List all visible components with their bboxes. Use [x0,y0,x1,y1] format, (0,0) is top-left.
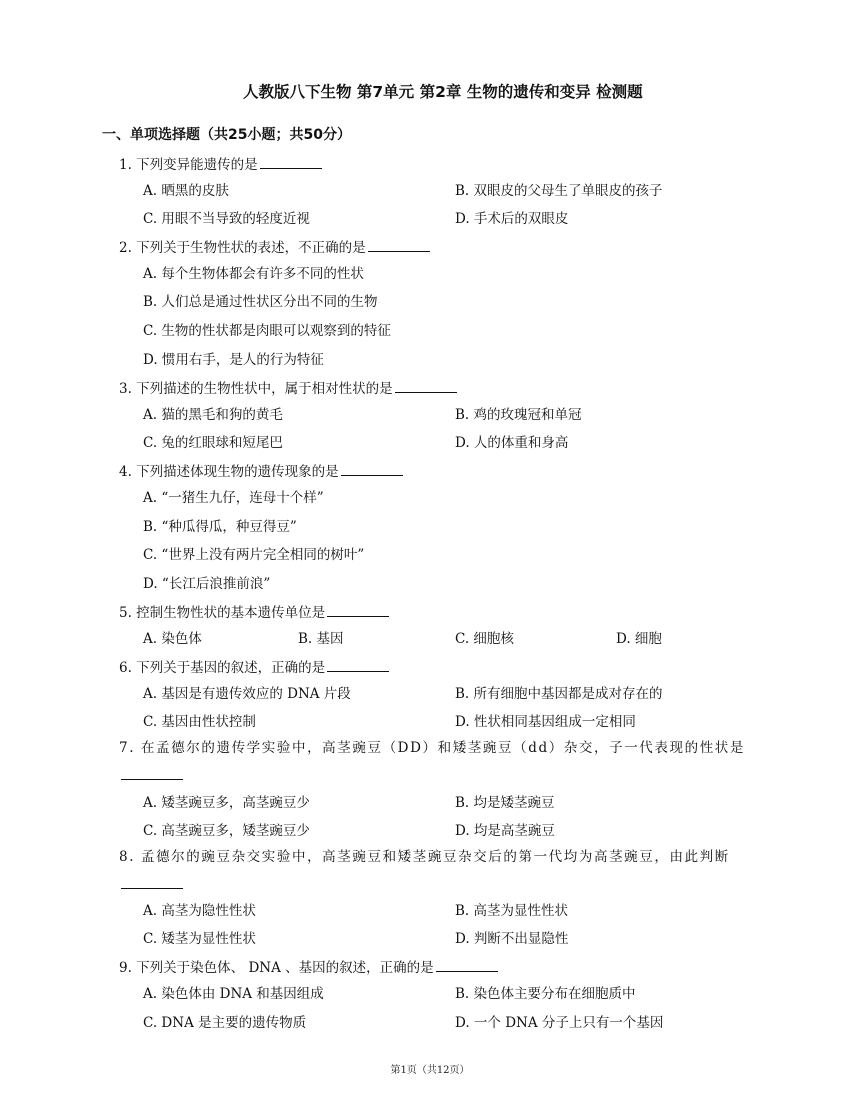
option: D. 判断不出显隐性 [455,931,569,947]
question-9-stem: 9. 下列关于染色体、 DNA 、基因的叙述，正确的是 [119,956,498,976]
question-7-stem: 7. 在孟德尔的遗传学实验中，高茎豌豆（DD）和矮茎豌豆（dd）杂交，子一代表现的性状是 [119,734,761,790]
option: A. 染色体由 DNA 和基因组成 [143,986,324,1002]
document-title: 人教版八下生物 第7单元 第2章 生物的遗传和变异 检测题 [243,83,643,101]
option: D. “长江后浪推前浪” [143,576,271,592]
option: C. 高茎豌豆多，矮茎豌豆少 [143,823,310,839]
option: B. “种瓜得瓜，种豆得豆” [143,519,297,535]
question-8-stem: 8. 孟德尔的豌豆杂交实验中，高茎豌豆和矮茎豌豆杂交后的第一代均为高茎豌豆，由此判断 [119,843,761,899]
option: A. 染色体 [143,631,202,647]
option: C. 兔的红眼球和短尾巴 [143,435,283,451]
option: B. 所有细胞中基因都是成对存在的 [455,686,663,702]
answer-blank [121,887,183,889]
question-2-stem: 2. 下列关于生物性状的表述，不正确的是 [119,236,430,256]
answer-blank [436,970,498,972]
option: D. 一个 DNA 分子上只有一个基因 [455,1015,664,1031]
answer-blank [260,167,322,169]
option: A. 晒黑的皮肤 [143,183,229,199]
option: B. 鸡的玫瑰冠和单冠 [455,407,582,423]
option: A. 高茎为隐性性状 [143,903,256,919]
section-heading: 一、单项选择题（共25小题；共50分） [102,127,351,143]
option: D. 手术后的双眼皮 [455,211,569,227]
option: D. 人的体重和身高 [455,435,569,451]
option: C. 生物的性状都是肉眼可以观察到的特征 [143,323,391,339]
answer-blank [341,474,403,476]
question-3-stem: 3. 下列描述的生物性状中，属于相对性状的是 [119,377,457,397]
option: B. 人们总是通过性状区分出不同的生物 [143,294,378,310]
option: C. “世界上没有两片完全相同的树叶” [143,547,365,563]
question-6-stem: 6. 下列关于基因的叙述，正确的是 [119,656,389,676]
option: D. 均是高茎豌豆 [455,823,555,839]
question-4-stem: 4. 下列描述体现生物的遗传现象的是 [119,460,403,480]
option: B. 双眼皮的父母生了单眼皮的孩子 [455,183,663,199]
answer-blank [327,615,389,617]
option: D. 惯用右手，是人的行为特征 [143,352,324,368]
answer-blank [368,250,430,252]
answer-blank [121,778,183,780]
option: C. 矮茎为显性性状 [143,931,256,947]
answer-blank [327,670,389,672]
question-1-stem: 1. 下列变异能遗传的是 [119,153,322,173]
option: B. 基因 [298,631,344,647]
option: C. 用眼不当导致的轻度近视 [143,211,310,227]
option: A. 基因是有遗传效应的 DNA 片段 [143,686,351,702]
option: A. 矮茎豌豆多，高茎豌豆少 [143,795,310,811]
page-footer: 第1页（共12页） [390,1065,470,1076]
option: C. 基因由性状控制 [143,714,256,730]
option: A. 猫的黑毛和狗的黄毛 [143,407,283,423]
option: C. 细胞核 [455,631,514,647]
answer-blank [395,391,457,393]
option: C. DNA 是主要的遗传物质 [143,1015,307,1031]
question-5-stem: 5. 控制生物性状的基本遗传单位是 [119,601,389,621]
option: D. 细胞 [616,631,662,647]
option: B. 染色体主要分布在细胞质中 [455,986,636,1002]
option: B. 均是矮茎豌豆 [455,795,555,811]
option: B. 高茎为显性性状 [455,903,569,919]
option: D. 性状相同基因组成一定相同 [455,714,636,730]
option: A. “一猪生九仔，连母十个样” [143,490,324,506]
option: A. 每个生物体都会有许多不同的性状 [143,266,364,282]
